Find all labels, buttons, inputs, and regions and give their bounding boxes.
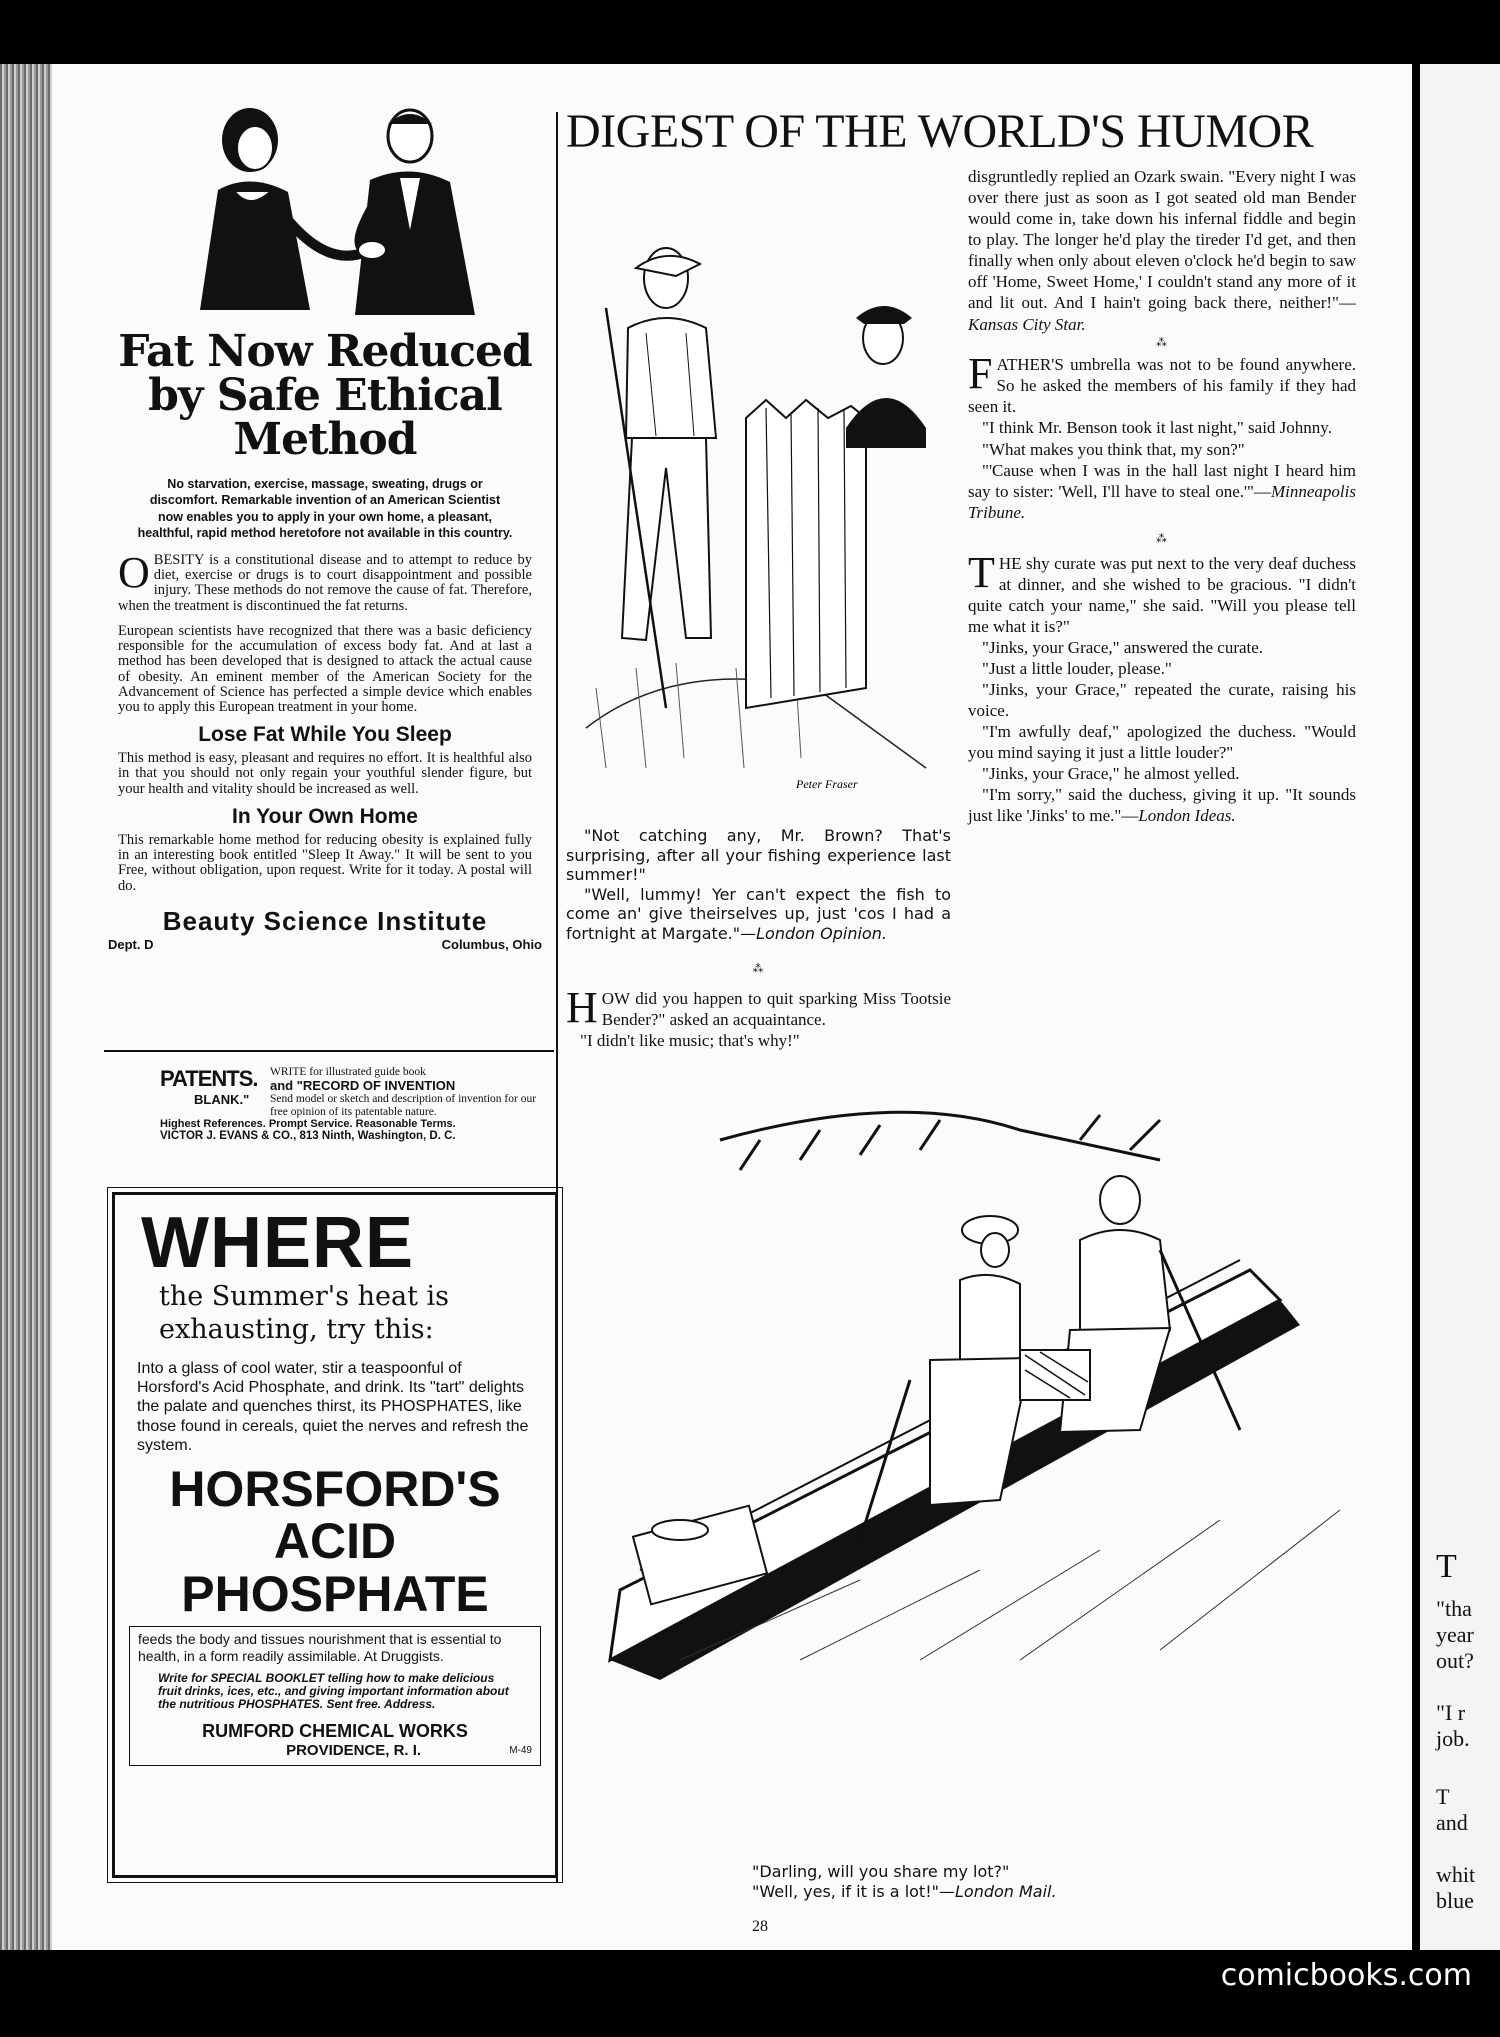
horsford-brand: PHOSPHATE [181,1565,489,1622]
joke-sparking: HOW did you happen to quit sparking Miss Tootsie Bender?" asked an acquaintance. "I didn't like music; that's why!" [566,983,951,1051]
next-page-text: blue [1436,1888,1474,1913]
ad-intro: No starvation, exercise, massage, sweating, drugs or discomfort. Remarkable invention of an American Scientist now enables you to apply in your own home, a pleasant, healthful, rapid method heretofore not available in this country. [137,477,513,540]
next-page-text: "tha [1436,1596,1472,1621]
ad-headline: Method [233,414,417,465]
patents-refs: Highest References. Prompt Service. Reasonable Terms. [160,1118,456,1131]
ad-subheading: In Your Own Home [232,804,418,828]
ad-horsford [112,1192,558,1878]
next-page-text: "I r [1436,1700,1466,1725]
ad-address: Dept. D Columbus, Ohio [108,936,542,952]
section-stars: ⁂ [1156,336,1168,349]
page-title: DIGEST OF THE WORLD'S HUMOR [566,105,1314,158]
ad-paragraph: OBESITY is a constitutional disease and to attempt to reduce by diet, exercise or drugs is to court disappointment and possible injury. These methods do not remove the cause of fat. Therefore, when the treatment is discontinued the fat returns. [118,548,532,614]
ad-paragraph: This remarkable home method for reducing obesity is explained fully in an interesting book entitled "Sleep It Away." It will be sent to you Free, without obligation, upon request. Write for it today. A postal will do. [118,831,532,894]
watermark: comicbooks.com [1220,1958,1472,1993]
section-stars: ⁂ [752,963,765,975]
page-number: 28 [752,1918,768,1935]
patents-text: Send model or sketch and description of invention for our free opinion of its patentable nature. [270,1092,537,1118]
ad-patents [160,1066,555,1142]
fishing-cartoon [566,168,946,808]
patents-text: and "RECORD OF INVENTION [270,1077,456,1093]
horsford-feeds: feeds the body and tissues nourishment that is essential to health, in a form readily assimilable. At Druggists. [138,1631,502,1664]
ad-fat-reduction [100,100,550,952]
drop-cap: F [968,349,993,399]
next-page-text: T [1436,1784,1450,1809]
patents-title: PATENTS. [160,1066,258,1091]
cartoon2-caption: "Darling, will you share my lot?" "Well, yes, if it is a lot!"—London Mail. [752,1862,1057,1901]
cartoon1-caption: "Not catching any, Mr. Brown? That's surprising, after all your fishing experience last summer!" "Well, lummy! Yer can't expect the fish to come an' give theirselves up, just 'cos I had a fortnight at Margate."—London Opinion. [566,826,951,943]
horsford-body: Into a glass of cool water, stir a teaspoonful of Horsford's Acid Phosphate, and drink. Its "tart" delights the palate and quenches thirst, its PHOSPHATES, like those found in cereals, quiet the nerves and refresh the system. [137,1360,529,1454]
patents-text: WRITE for illustrated guide book [270,1066,426,1078]
ad-divider [104,1050,554,1052]
section-stars: ⁂ [1156,532,1168,545]
ad-headline: by Safe Ethical [148,370,502,421]
ad-subheading: Lose Fat While You Sleep [198,723,452,747]
next-page-text: out? [1436,1648,1474,1673]
next-page-text: year [1436,1622,1474,1647]
punting-cartoon [600,1100,1380,1690]
horsford-tagline: exhausting, try this: [159,1314,434,1345]
horsford-booklet: Write for SPECIAL BOOKLET telling how to make delicious fruit drinks, ices, etc., and giving important information about the nutritious PHOSPHATES. Sent free. Address. [158,1670,509,1711]
patents-blank: BLANK." [194,1092,250,1107]
horsford-company: RUMFORD CHEMICAL WORKS [202,1721,468,1742]
ad-paragraph: This method is easy, pleasant and requires no effort. It is healthful also in that you should not only regain your youthful slender figure, but your health and vitality should be increased as well. [118,750,532,797]
horsford-brand: ACID [273,1513,397,1570]
horsford-city: PROVIDENCE, R. I. [286,1742,422,1760]
ad-paragraph: European scientists have recognized that there was a basic deficiency responsible for the accumulation of excess body fat. And at last a method has been developed that is designed to attack the actual cause of obesity. An eminent member of the American Society for the Advancement of Science has perfected a simple device which enables you to apply this European treatment in your home. [118,622,532,715]
drop-cap: T [968,547,995,597]
patents-firm: VICTOR J. EVANS & CO., 813 Ninth, Washington, D. C. [160,1130,456,1143]
book-binding [0,64,52,1950]
horsford-brand: HORSFORD'S [169,1460,501,1517]
cartoon-signature: Peter Fraser [796,777,858,791]
horsford-where: WHERE [141,1203,414,1283]
drop-cap: O [118,548,150,597]
horsford-inner-box [129,1626,541,1766]
horsford-code: M-49 [509,1745,532,1757]
horsford-tagline: the Summer's heat is [159,1281,450,1312]
handshake-illustration [100,100,550,325]
next-page-text: and [1436,1810,1468,1835]
ad-company: Beauty Science Institute [162,905,488,936]
humor-column-right: disgruntledly replied an Ozark swain. "Every night I was over there just as soon as I got seated old man Bender would come in, take down his infernal fiddle and begin to play. The longer he'd play the tireder I'd get, and then finally when only about eleven o'clock he'd begin to saw off 'Home, Sweet Home,' I couldn't stand any more of it and lit out. And I hain't going back there, neither!"—Kansas City Star. ⁂ FATHER'S umbrella was not to be found anywhere. So he asked the members of his family if they had seen it. "I think Mr. Benson took it last night," said Johnny. "What makes you think that, my son?" "'Cause when I was in the hall last night I heard him say to sister: 'Well, I'll have to steal one.'"—Minneapolis Tribune. ⁂ THE shy curate was put next to the very deaf duchess at dinner, and she wished to be gracious. "I didn't quite catch your name," she said. "Will you please tell me what it is?" "Jinks, your Grace," answered the curate. "Just a little louder, please." "Jinks, your Grace," repeated the curate, raising his voice. "I'm awfully deaf," apologized the duchess. "Would you mind saying it just a little louder?" "Jinks, your Grace," he almost yelled. "I'm sorry," said the duchess, giving it up. "It sounds just like 'Jinks' to me."—London Ideas. [968,167,1356,826]
next-page-text: whit [1436,1862,1476,1887]
next-page-text: T [1436,1548,1457,1585]
ad-headline: Fat Now Reduced [118,326,532,377]
next-page-text: job. [1436,1726,1470,1751]
next-page-edge [1412,64,1500,1950]
